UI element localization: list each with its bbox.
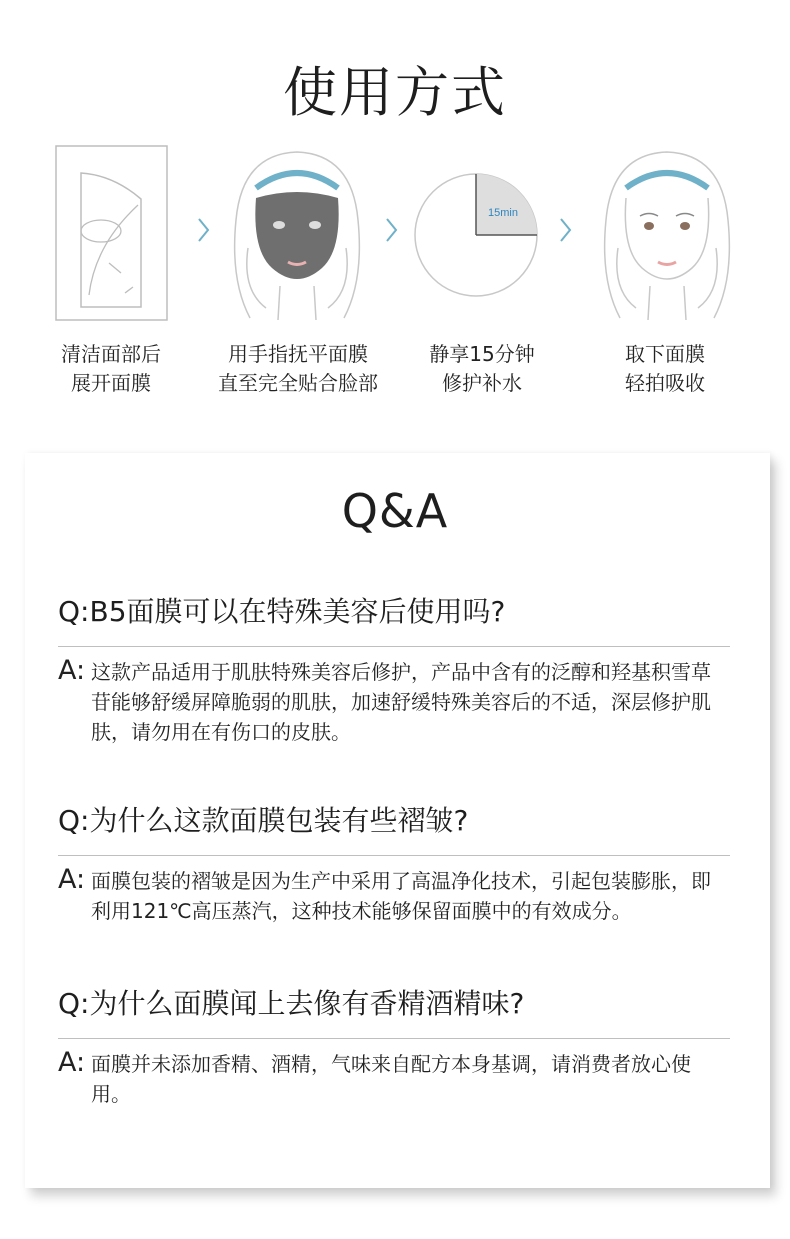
chevron-right-icon xyxy=(382,215,402,245)
woman-face-illustration xyxy=(592,140,742,325)
mask-package-illustration xyxy=(55,145,170,323)
divider xyxy=(58,646,730,647)
chevron-right-icon xyxy=(556,215,576,245)
answer-text: 面膜包装的褶皱是因为生产中采用了高温净化技术，引起包装膨胀，即利用121℃高压蒸汽，这种技术能够保留面膜中的有效成分。 xyxy=(91,869,711,923)
woman-with-mask-illustration xyxy=(222,140,372,325)
answer xyxy=(58,866,730,926)
qa-item-2 xyxy=(58,801,730,926)
question: Q:为什么面膜闻上去像有香精酒精味? xyxy=(58,987,525,1020)
step-caption-3: 静享15分钟 修护补水 xyxy=(429,342,535,395)
answer xyxy=(58,1049,730,1109)
answer-label: A: xyxy=(58,864,86,895)
usage-title: 使用方式 xyxy=(283,61,507,124)
usage-steps xyxy=(0,140,790,410)
answer xyxy=(58,657,730,747)
qa-item-1 xyxy=(58,592,730,747)
chevron-right-icon xyxy=(194,215,214,245)
timer-label: 15min xyxy=(488,207,518,219)
qa-title: Q&A xyxy=(341,484,449,538)
answer-text: 这款产品适用于肌肤特殊美容后修护，产品中含有的泛醇和羟基积雪草苷能够舒缓屏障脆弱的肌肤，加速舒缓特殊美容后的不适，深层修护肌肤，请勿用在有伤口的皮肤。 xyxy=(91,660,711,744)
divider xyxy=(58,1038,730,1039)
qa-item-3 xyxy=(58,984,730,1109)
answer-label: A: xyxy=(58,1047,86,1078)
step-caption-4: 取下面膜 轻拍吸收 xyxy=(625,342,705,395)
step-caption-1: 清洁面部后 展开面膜 xyxy=(61,342,161,395)
question: Q:为什么这款面膜包装有些褶皱? xyxy=(58,804,469,837)
divider xyxy=(58,855,730,856)
step-caption-2: 用手指抚平面膜 直至完全贴合脸部 xyxy=(218,342,378,395)
question: Q:B5面膜可以在特殊美容后使用吗? xyxy=(58,595,506,628)
timer-illustration xyxy=(413,172,541,300)
answer-text: 面膜并未添加香精、酒精，气味来自配方本身基调，请消费者放心使用。 xyxy=(91,1052,691,1106)
answer-label: A: xyxy=(58,655,86,686)
